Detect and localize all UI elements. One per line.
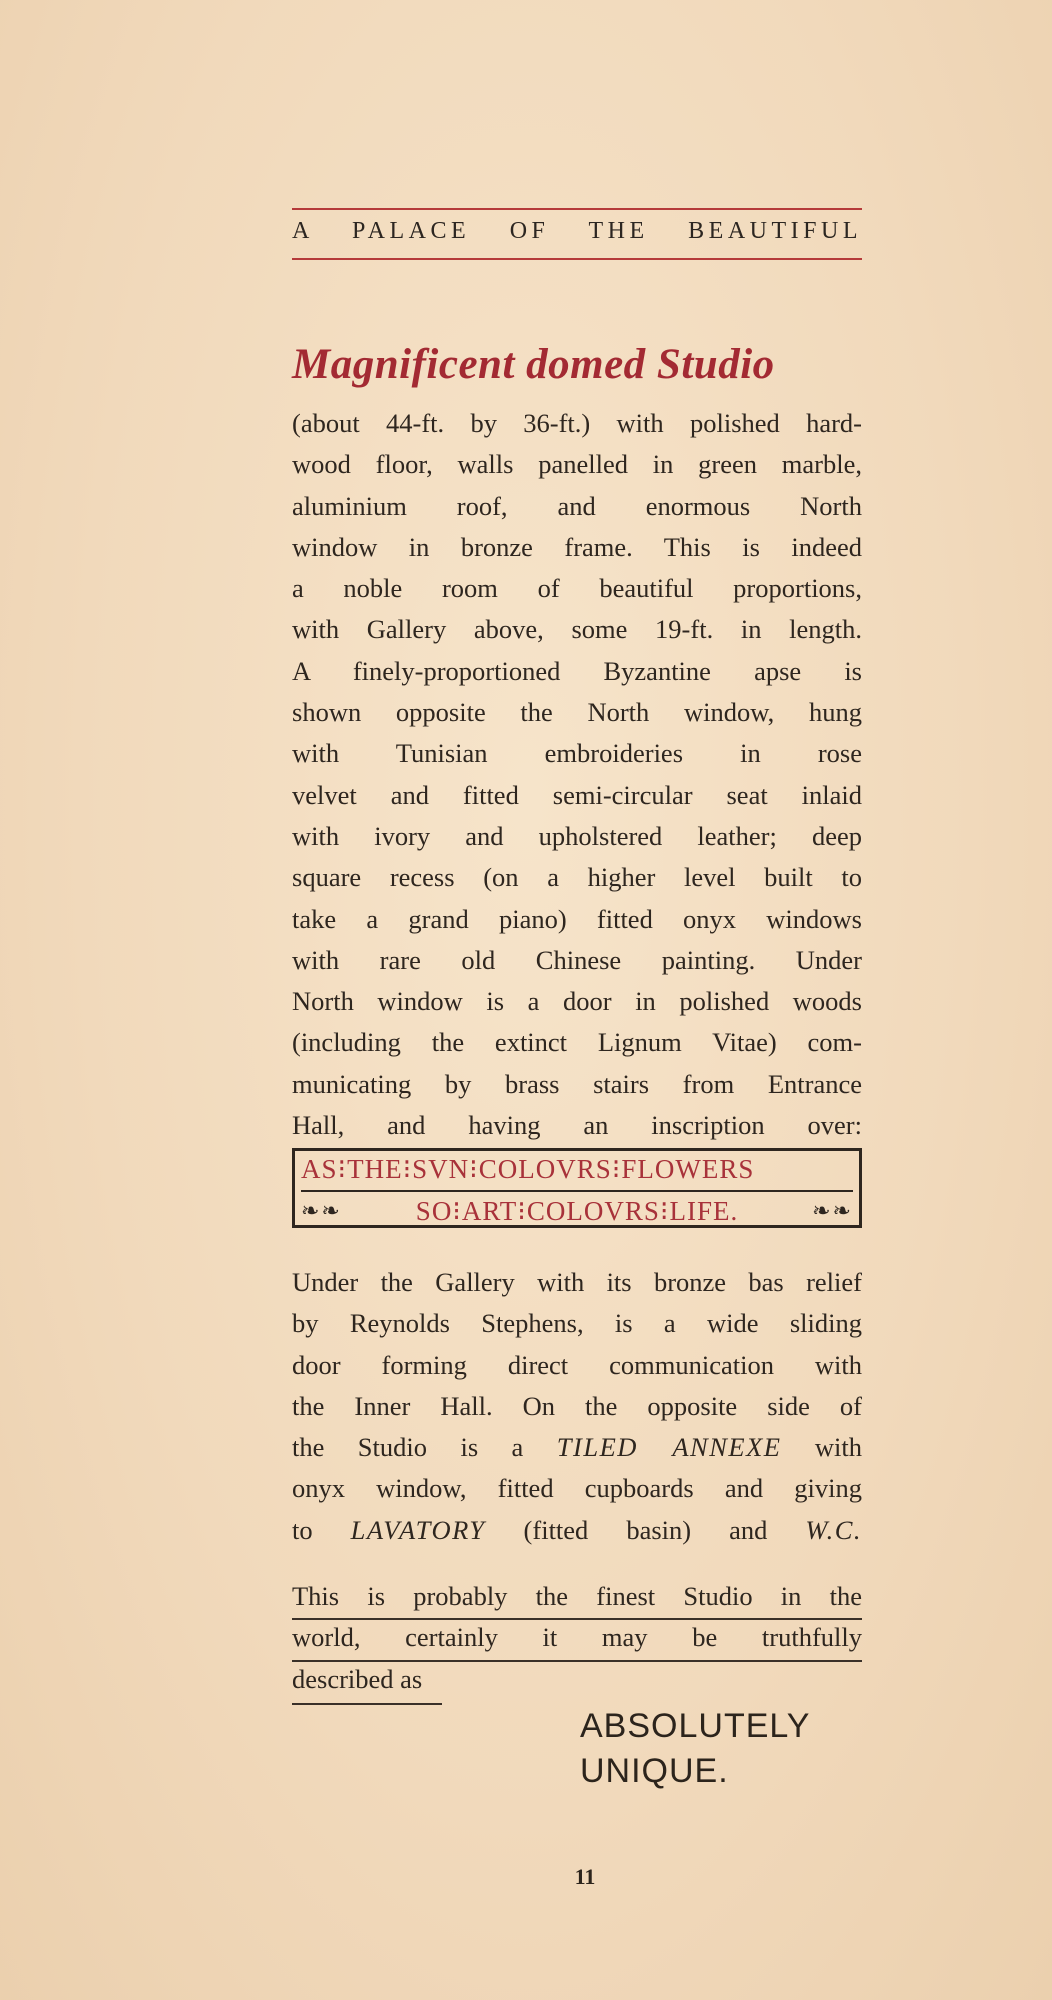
section-title: Magnificent domed Studio [292,341,775,388]
text-line: Hall, and having an inscription over: [292,1110,862,1141]
text-line: with rare old Chinese painting. Under [292,944,862,975]
text-line: square recess (on a higher level built to [292,862,862,893]
text-line: a noble room of beautiful proportions, [292,573,862,604]
text-line: (including the extinct Lignum Vitae) com- [292,1027,862,1058]
paragraph-2 [292,1262,862,1551]
text-line: aluminium roof, and enormous North [292,490,862,521]
text-line: take a grand piano) fitted onyx windows [292,903,862,934]
header-rule-top [292,208,862,210]
underline-rule [292,1618,862,1620]
text-line [292,1510,862,1551]
header-rule-bottom [292,258,862,260]
text-line: the Inner Hall. On the opposite side of [292,1390,862,1421]
lavatory-label: LAVATORY [350,1514,486,1545]
text-line: A finely-proportioned Byzantine apse is [292,655,862,686]
underline-rule [292,1703,442,1705]
underline-rule [292,1660,862,1662]
text-line [292,1427,862,1468]
inscription-line-2: SO⁝ART⁝COLOVRS⁝LIFE. [415,1195,739,1226]
text-line: (about 44-ft. by 36-ft.) with polished hard- [292,408,862,438]
text-line: shown opposite the North window, hung [292,697,862,728]
tiled-annexe-label: TILED ANNEXE [556,1432,782,1463]
text-fragment: to [292,1514,351,1545]
paragraph-3 [292,1576,862,1700]
page-number: 11 [574,1864,596,1889]
text-line: world, certainly it may be truthfully [292,1622,862,1653]
inscription-line-1: AS⁝THE⁝SVN⁝COLOVRS⁝FLOWERS [301,1154,853,1192]
paragraph-1 [292,403,862,1146]
text-line: by Reynolds Stephens, is a wide sliding [292,1308,862,1339]
text-line: Under the Gallery with its bronze bas relief [292,1267,862,1297]
leaf-ornament-icon: ❧❧ [812,1198,853,1223]
text-fragment: (fitted basin) and [485,1514,806,1545]
leaf-ornament-icon: ❧❧ [301,1198,342,1223]
text-line: North window is a door in polished woods [292,986,862,1017]
inscription-line-2-row [301,1193,853,1229]
text-line: municating by brass stairs from Entrance [292,1068,862,1099]
text-line: wood floor, walls panelled in green marble, [292,449,862,480]
text-line: with ivory and upholstered leather; deep [292,820,862,851]
text-line: window in bronze frame. This is indeed [292,531,862,562]
inscription-box [292,1148,862,1228]
text-fragment: with [781,1432,862,1463]
text-line: described as [292,1663,423,1694]
text-line: door forming direct communication with [292,1349,862,1380]
running-head: A PALACE OF THE BEAUTIFUL [292,218,862,244]
text-line: velvet and fitted semi-circular seat inlaid [292,779,862,810]
unique-line: UNIQUE. [580,1752,729,1790]
absolutely-unique [580,1704,880,1794]
text-line: with Gallery above, some 19-ft. in length. [292,614,862,645]
unique-line: ABSOLUTELY [580,1707,811,1745]
text-line: onyx window, fitted cupboards and giving [292,1473,862,1504]
text-line: This is probably the finest Studio in the [292,1581,862,1611]
text-fragment: the Studio is a [292,1432,557,1463]
wc-label: W.C. [805,1514,862,1545]
text-line: with Tunisian embroideries in rose [292,738,862,769]
